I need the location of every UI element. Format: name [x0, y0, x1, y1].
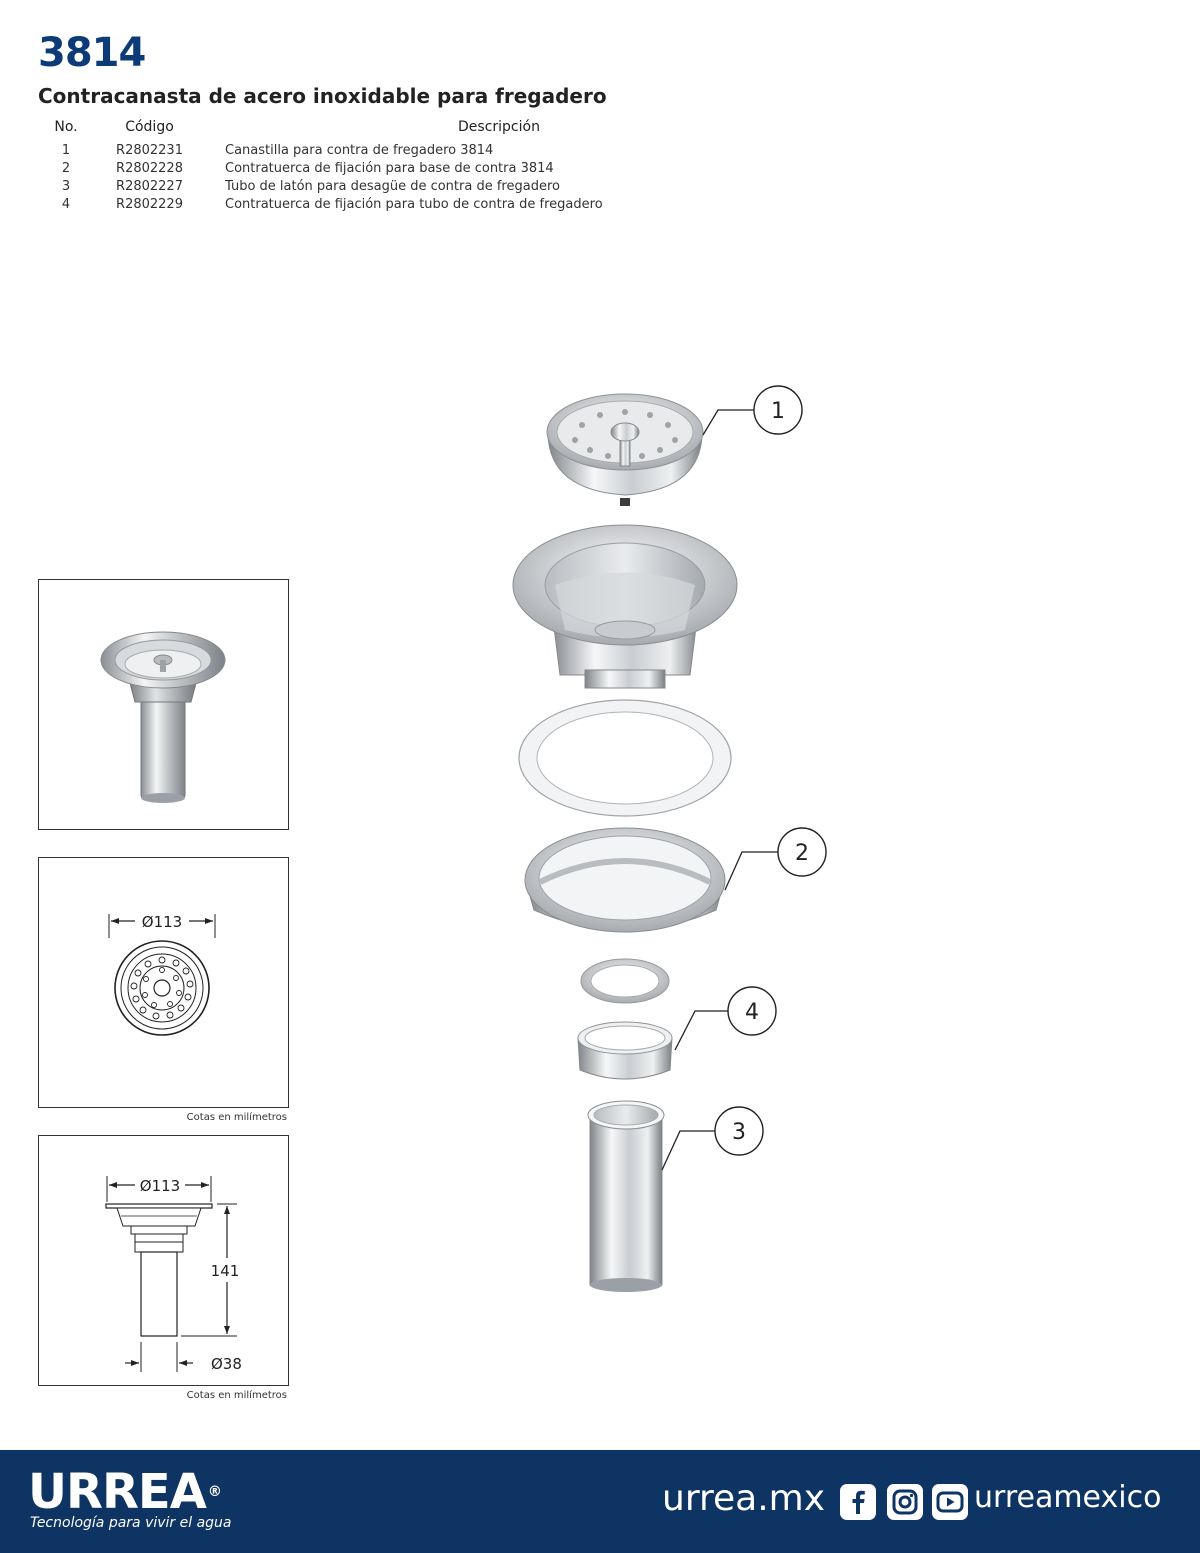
table-header-row — [40, 119, 773, 142]
callout-2-label: 2 — [795, 841, 809, 866]
youtube-icon[interactable] — [932, 1484, 968, 1520]
part-description: Canastilla para contra de fregadero 3814 — [225, 143, 494, 158]
small-washer — [581, 959, 669, 1003]
top-diameter-label: Ø113 — [141, 913, 183, 931]
model-number: 3814 — [38, 30, 146, 76]
social-handle[interactable]: urreamexico — [974, 1480, 1162, 1515]
callout-3-label: 3 — [732, 1120, 746, 1145]
strainer-basket — [547, 394, 703, 506]
sink-flange-body — [513, 525, 737, 688]
side-view-drawing — [39, 1136, 288, 1385]
part-number: 4 — [61, 197, 71, 212]
top-view-drawing — [39, 858, 288, 1107]
top-view-box — [38, 857, 289, 1108]
side-diameter-label: Ø113 — [139, 1177, 181, 1195]
base-locknut — [525, 828, 725, 932]
part-code: R2802229 — [116, 197, 183, 212]
product-subtitle: Contracanasta de acero inoxidable para fregadero — [38, 84, 607, 108]
callout-4-label: 4 — [745, 1000, 759, 1025]
dimensions-caption: Cotas en milímetros — [186, 1390, 287, 1401]
product-view-box — [38, 579, 289, 830]
part-code: R2802231 — [116, 143, 183, 158]
table-row — [40, 142, 773, 160]
tube-locknut — [578, 1022, 672, 1079]
brand-tagline: Tecnología para vivir el agua — [30, 1515, 232, 1531]
facebook-icon[interactable] — [840, 1484, 876, 1520]
registered-mark: ® — [207, 1484, 221, 1500]
part-number: 1 — [61, 143, 71, 158]
dimensions-caption: Cotas en milímetros — [186, 1112, 287, 1123]
product-illustration — [39, 580, 288, 829]
part-description: Contratuerca de fijación para tubo de contra de fregadero — [225, 197, 603, 212]
column-header-code: Código — [125, 119, 174, 135]
tail-pipe — [588, 1101, 664, 1292]
table-row — [40, 178, 773, 196]
parts-table — [40, 119, 773, 214]
side-height-label: 141 — [210, 1262, 240, 1280]
footer-bar — [0, 1450, 1200, 1553]
instagram-icon[interactable] — [887, 1484, 923, 1520]
rubber-gasket — [519, 700, 731, 816]
part-code: R2802227 — [116, 179, 183, 194]
urrea-logo — [28, 1466, 221, 1518]
callout-1-label: 1 — [771, 399, 785, 424]
side-view-box — [38, 1135, 289, 1386]
part-description: Tubo de latón para desagüe de contra de fregadero — [225, 179, 560, 194]
column-header-description: Descripción — [458, 119, 540, 135]
table-row — [40, 160, 773, 178]
column-header-no: No. — [54, 119, 78, 135]
exploded-view-diagram — [470, 370, 850, 1310]
part-description: Contratuerca de fijación para base de contra 3814 — [225, 161, 554, 176]
part-number: 2 — [61, 161, 71, 176]
part-code: R2802228 — [116, 161, 183, 176]
table-row — [40, 196, 773, 214]
pipe-diameter-label: Ø38 — [211, 1355, 242, 1373]
brand-name: URREA — [28, 1464, 206, 1520]
website-link[interactable]: urrea.mx — [662, 1478, 826, 1519]
part-number: 3 — [61, 179, 71, 194]
